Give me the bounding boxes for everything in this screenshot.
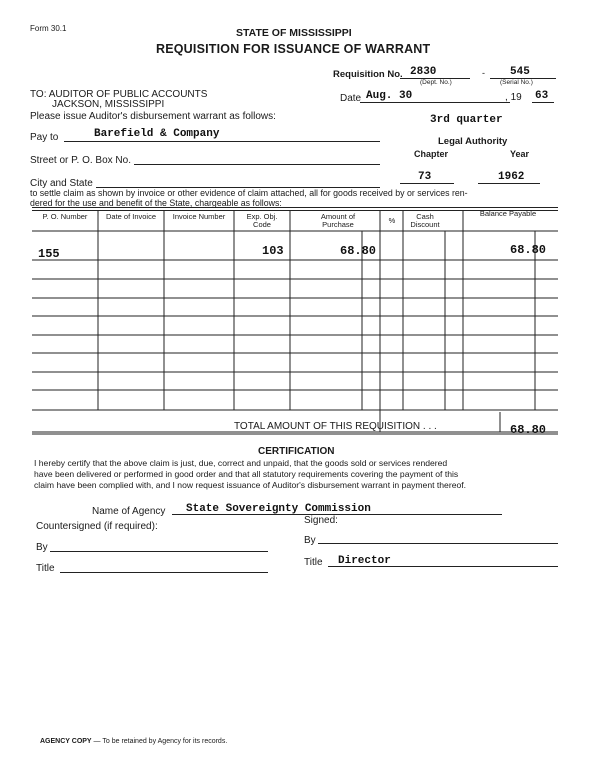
- pay-to-label: Pay to: [30, 132, 59, 143]
- quarter: 3rd quarter: [430, 114, 503, 126]
- to-line-1: TO: AUDITOR OF PUBLIC ACCOUNTS: [30, 89, 208, 100]
- requisition-dash: -: [482, 68, 485, 78]
- year-label: Year: [510, 149, 530, 159]
- total-value: 68.80: [510, 423, 547, 437]
- signed-label: Signed:: [304, 515, 338, 526]
- agency-value: State Sovereignty Commission: [186, 503, 371, 515]
- header-percent: %: [388, 216, 396, 225]
- header-invoice-number: Invoice Number: [172, 212, 226, 221]
- requisition-dept-no: 2830: [410, 66, 437, 78]
- date-year-suffix: 63: [535, 90, 549, 102]
- street-label: Street or P. O. Box No.: [30, 155, 131, 166]
- total-label: TOTAL AMOUNT OF THIS REQUISITION . . .: [234, 421, 437, 432]
- certification-line-3: claim have been complied with, and I now request issuance of Auditor's disbursement warrant in payment thereof.: [34, 480, 467, 490]
- year-comma: ,: [505, 92, 511, 103]
- by-line-left: [50, 551, 268, 552]
- header-cash-discount: Cash Discount: [410, 212, 440, 229]
- title-label-right: Title: [304, 557, 323, 568]
- header-po: P. O. Number: [42, 212, 88, 221]
- header-balance: Balance Payable: [479, 209, 537, 218]
- to-line-3: Please issue Auditor's disbursement warrant as follows:: [30, 111, 276, 122]
- to-line-2: JACKSON, MISSISSIPPI: [52, 99, 165, 110]
- year-value: 1962: [498, 171, 525, 183]
- title-line-right: [328, 566, 558, 567]
- city-label: City and State: [30, 178, 93, 189]
- header-amount: Amount of Purchase: [320, 212, 356, 229]
- certification-line-2: have been delivered or performed in good order and that all statutory requirements covering the payment of this: [34, 469, 459, 479]
- by-label-right: By: [304, 535, 316, 546]
- agency-label: Name of Agency: [92, 506, 166, 517]
- chapter-value: 73: [418, 171, 432, 183]
- pay-to-value: Barefield & Company: [94, 128, 220, 140]
- by-label-left: By: [36, 542, 48, 553]
- requisition-label: Requisition No.: [333, 69, 403, 80]
- form-title: REQUISITION FOR ISSUANCE OF WARRANT: [156, 42, 431, 56]
- by-line-right: [318, 543, 558, 544]
- settle-text-2: dered for the use and benefit of the State, chargeable as follows:: [30, 198, 282, 208]
- header-exp-code: Exp. Obj. Code: [246, 212, 278, 229]
- footer: [40, 738, 227, 745]
- date-label: Date: [340, 93, 362, 104]
- dept-no-caption: (Dept. No.): [420, 79, 452, 86]
- legal-authority-label: Legal Authority: [438, 136, 508, 147]
- form-number: Form 30.1: [30, 24, 67, 33]
- state-heading: STATE OF MISSISSIPPI: [236, 27, 352, 39]
- requisition-serial-no: 545: [510, 66, 530, 78]
- certification-heading: CERTIFICATION: [258, 446, 335, 457]
- row1-balance: 68.80: [510, 243, 547, 257]
- date-month-day: Aug. 30: [366, 90, 413, 102]
- footer-copy-label: AGENCY COPY: [40, 738, 92, 745]
- row1-exp-code: 103: [262, 244, 284, 258]
- certification-line-1: I hereby certify that the above claim is just, due, correct and unpaid, that the goods sold or services rendered: [34, 458, 448, 468]
- settle-text-1: to settle claim as shown by invoice or other evidence of claim attached, all for goods received by or services ren-: [30, 188, 468, 198]
- serial-no-caption: (Serial No.): [500, 79, 533, 86]
- year-prefix: 19: [510, 92, 522, 103]
- title-label-left: Title: [36, 563, 55, 574]
- header-date-invoice: Date of Invoice: [105, 212, 157, 221]
- row1-amount: 68.80: [340, 244, 377, 258]
- title-line-left: [60, 572, 268, 573]
- footer-note: — To be retained by Agency for its records.: [91, 738, 228, 745]
- countersigned-label: Countersigned (if required):: [36, 521, 158, 532]
- title-value-right: Director: [338, 555, 391, 567]
- chapter-label: Chapter: [414, 149, 449, 159]
- row1-po: 155: [38, 247, 60, 261]
